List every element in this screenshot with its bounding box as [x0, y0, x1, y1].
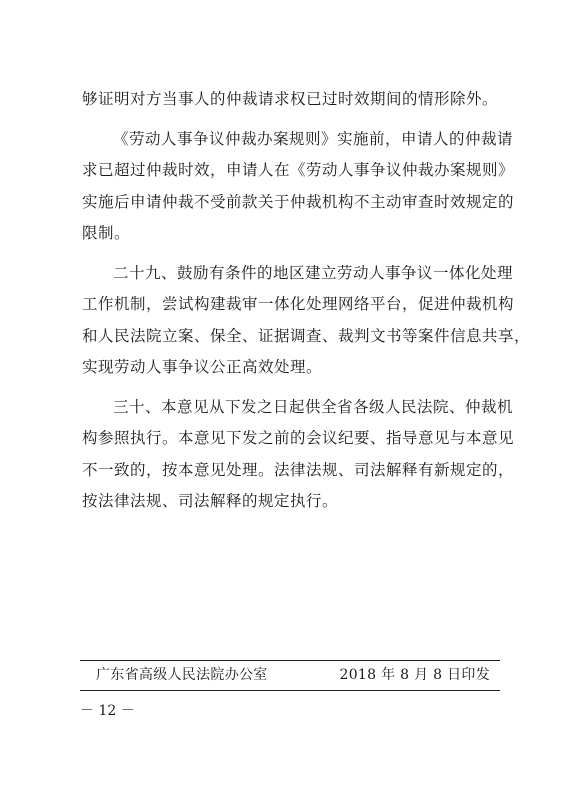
paragraph-line: 构参照执行。本意见下发之前的会议纪要、指导意见与本意见	[82, 429, 515, 447]
paragraph-line: 够证明对方当事人的仲裁请求权已过时效期间的情形除外。	[82, 90, 499, 108]
page-number: － 12 －	[80, 703, 135, 719]
paragraph-gap	[82, 250, 502, 258]
paragraph-line: 求已超过仲裁时效，申请人在《劳动人事争议仲裁办案规则》	[82, 161, 515, 179]
paragraph-line: 不一致的，按本意见处理。法律法规、司法解释有新规定的，	[82, 460, 515, 479]
paragraph-gap	[82, 384, 502, 392]
issuing-office: 广东省高级人民法院办公室	[96, 667, 268, 683]
paragraph-line: 实现劳动人事争议公正高效处理。	[82, 358, 323, 376]
paragraph-line: 和人民法院立案、保全、证据调查、裁判文书等案件信息共享，	[82, 326, 531, 345]
paragraph-line: 限制。	[82, 224, 131, 242]
paragraph-line: 《劳动人事争议仲裁办案规则》实施前，申请人的仲裁请	[113, 129, 514, 148]
footer-bottom-rule	[80, 690, 500, 691]
paragraph-line: 按法律法规、司法解释的规定执行。	[82, 492, 339, 510]
paragraph-gap	[82, 116, 502, 124]
paragraph-line: 工作机制，尝试构建裁审一体化处理网络平台，促进仲裁机构	[82, 295, 515, 313]
document-body	[82, 84, 531, 518]
paragraph-line: 三十、本意见从下发之日起供全省各级人民法院、仲裁机	[113, 397, 514, 416]
paragraph-line: 实施后申请仲裁不受前款关于仲裁机构不主动审查时效规定的	[82, 192, 515, 211]
issue-date: 2018 年 8 月 8 日印发	[339, 667, 490, 683]
paragraph-line: 二十九、鼓励有条件的地区建立劳动人事争议一体化处理	[113, 263, 514, 282]
footer-top-rule	[80, 660, 500, 661]
